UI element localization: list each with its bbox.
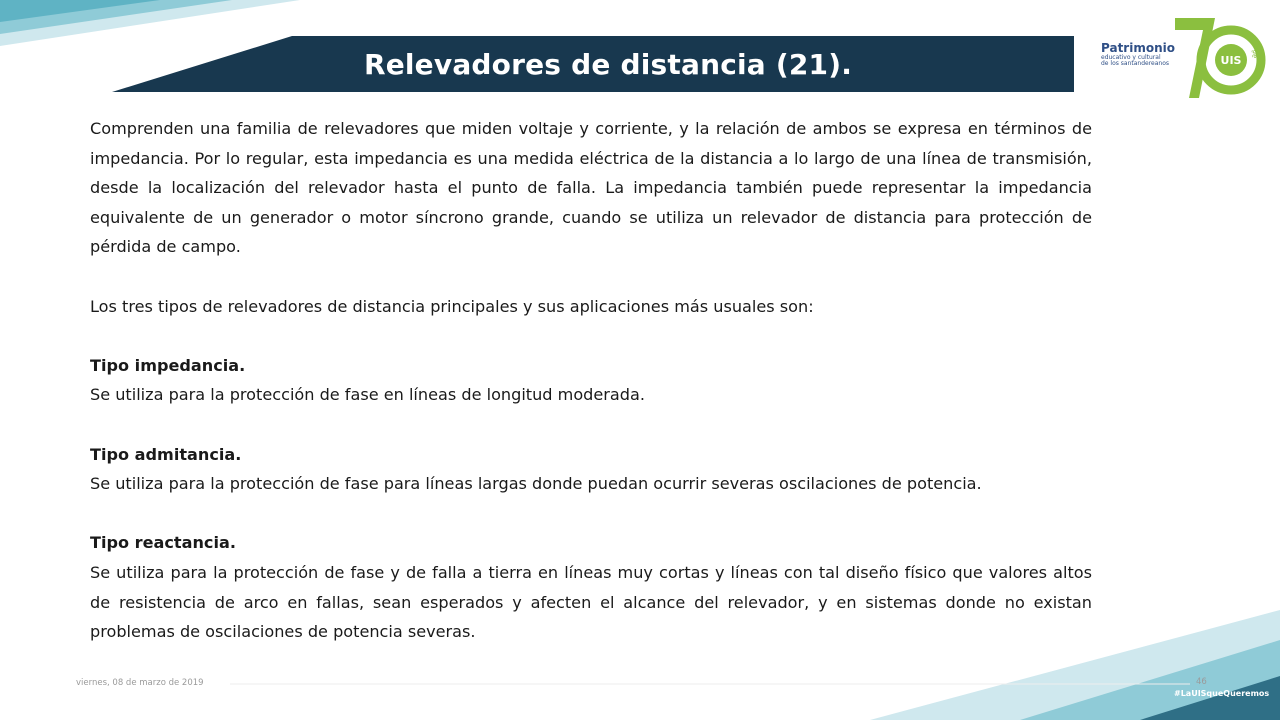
logo-line-3: de los santandereanos xyxy=(1101,59,1170,67)
footer-hashtag: #LaUISqueQueremos xyxy=(1174,689,1270,698)
section-heading-reactance: Tipo reactancia. xyxy=(90,533,236,553)
intro-paragraph: Comprenden una familia de relevadores que miden voltaje y corriente, y la relación de ambos se expresa en términos de impedancia. Por lo regular, esta impedancia es una medida eléctrica de la distancia a lo largo de una línea de transmisión, desde la localización del relevador hasta el punto de falla. La impedancia también puede representar la impedancia equivalente de un generador o motor síncrono grande, cuando se utiliza un relevador de distancia para protección de pérdida de campo. xyxy=(90,119,1092,257)
logo-line-1: Patrimonio xyxy=(1101,41,1175,55)
title-banner xyxy=(112,36,1074,92)
section-text-impedance: Se utiliza para la protección de fase en líneas de longitud moderada. xyxy=(90,385,645,405)
page-number: 46 xyxy=(1196,677,1207,687)
section-reactance xyxy=(90,528,1092,646)
slide-body xyxy=(90,114,1092,647)
logo-anos: años xyxy=(1249,41,1261,59)
types-intro-paragraph: Los tres tipos de relevadores de distancia principales y sus aplicaciones más usuales son: xyxy=(90,296,814,316)
section-admittance xyxy=(90,440,1092,499)
section-heading-admittance: Tipo admitancia. xyxy=(90,444,242,464)
section-impedance xyxy=(90,351,1092,410)
footer-date: viernes, 08 de marzo de 2019 xyxy=(76,678,204,688)
uis-70-years-logo xyxy=(1097,18,1269,100)
logo-caption xyxy=(1101,42,1175,67)
section-text-admittance: Se utiliza para la protección de fase para líneas largas donde puedan ocurrir severas oscilaciones de potencia. xyxy=(90,474,982,494)
section-text-reactance: Se utiliza para la protección de fase y de falla a tierra en líneas muy cortas y líneas con tal diseño físico que valores altos de resistencia de arco en fallas, sean esperados y afecten el alcance del relevador, y en sistemas donde no existan problemas de oscilaciones de potencia severas. xyxy=(90,562,1092,642)
logo-line-2: educativo y cultural xyxy=(1101,53,1161,61)
slide-title: Relevadores de distancia (21). xyxy=(363,47,853,81)
section-heading-impedance: Tipo impedancia. xyxy=(90,355,246,375)
logo-monogram: UIS xyxy=(1220,54,1242,67)
